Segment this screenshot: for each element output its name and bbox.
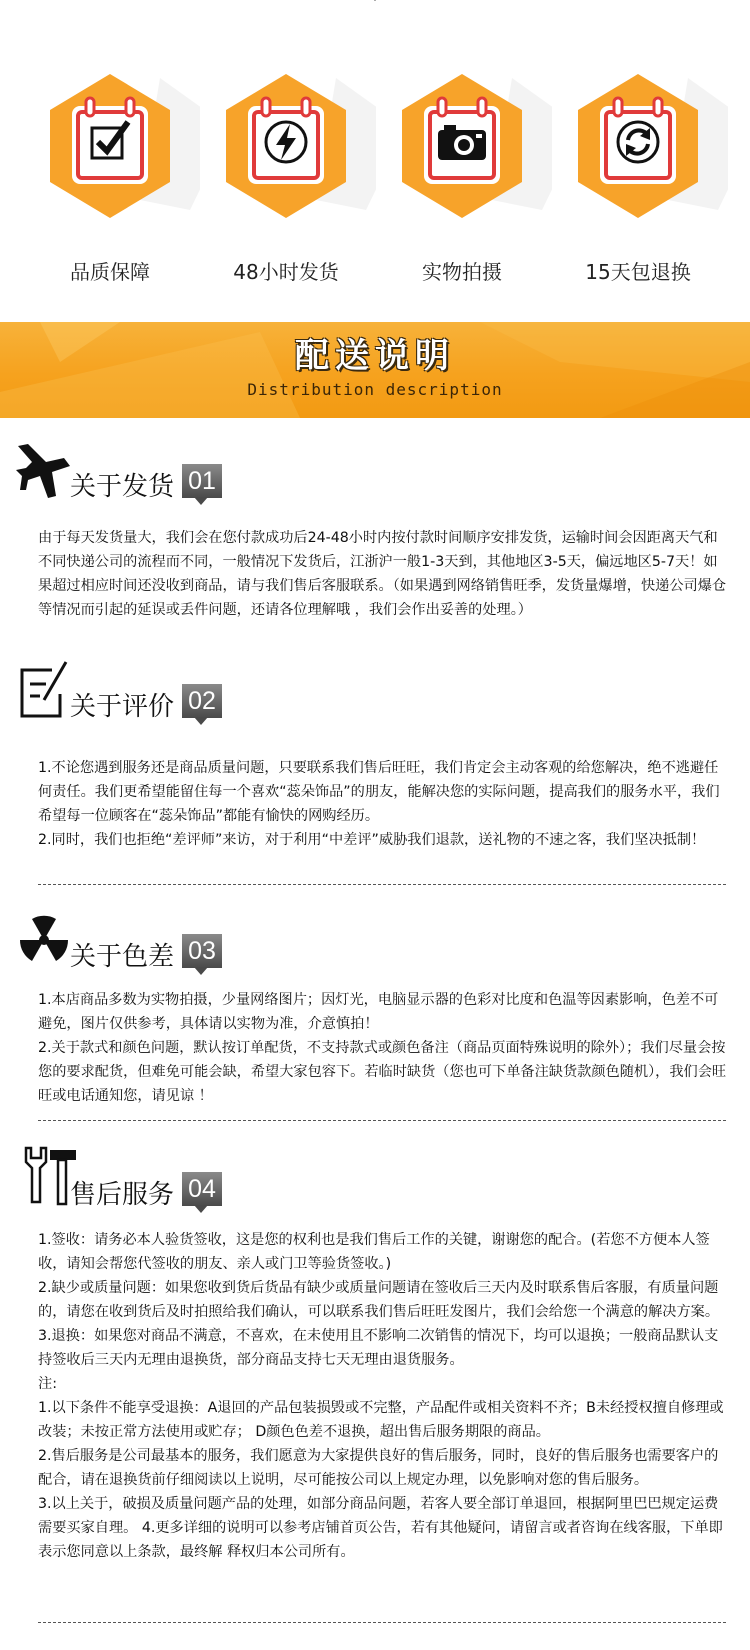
paragraph: 2.售后服务是公司最基本的服务，我们愿意为大家提供良好的售后服务，同时，良好的售后服务也需要客户的配合，请在退换货前仔细阅读以上说明，尽可能按公司以上规定办理，以免影响对您的售后服务。 (38, 1448, 719, 1488)
airplane-icon (16, 440, 72, 502)
dashed-divider (38, 1120, 726, 1121)
section-number-badge (182, 684, 222, 718)
banner-subtitle: Distribution description (247, 380, 503, 399)
section-header (16, 1144, 316, 1214)
dashed-divider (38, 1622, 726, 1623)
section-number-badge (182, 934, 222, 968)
edit-icon (16, 658, 72, 720)
section-title: 关于评价 (70, 692, 175, 722)
camera-icon (436, 122, 488, 162)
feature-real-photos (372, 70, 552, 290)
section-number: 01 (182, 464, 222, 498)
paragraph: 1.签收：请务必本人验货签收，这是您的权利也是我们售后工作的关键，谢谢您的配合。(若您不方便本人签收，请知会帮您代签收的朋友、亲人或门卫等验货签收。) (38, 1232, 710, 1272)
feature-returns (548, 70, 728, 290)
section-title: 关于发货 (70, 472, 175, 502)
paragraph: 3.退换：如果您对商品不满意，不喜欢，在未使用且不影响二次销售的情况下，均可以退换；一般商品默认支持签收后三天内无理由退换货，部分商品支持七天无理由退货服务。 (38, 1328, 719, 1368)
section-header (16, 900, 316, 970)
aperture-icon (14, 910, 74, 970)
dashed-divider (38, 884, 726, 885)
section-body (38, 756, 728, 852)
paragraph: 1.不论您遇到服务还是商品质量问题，只要联系我们售后旺旺，我们肯定会主动客观的给您解决，绝不逃避任何责任。我们更希望能留住每一个喜欢“蕊朵饰品”的朋友，能解决您的实际问题，提高我们的服务水平，我们希望每一位顾客在“蕊朵饰品”都能有愉快的网购经历。 (38, 760, 720, 824)
section-number-badge (182, 1172, 222, 1206)
feature-label: 48小时发货 (233, 260, 339, 284)
section-title: 关于色差 (70, 942, 175, 972)
paragraph: 2.缺少或质量问题：如果您收到货后货品有缺少或质量问题请在签收后三天内及时联系售后客服，有质量问题的，请您在收到货后及时拍照给我们确认，可以联系我们售后旺旺发图片，我们会给您一个满意的解决方案。 (38, 1280, 720, 1320)
section-body (38, 526, 728, 622)
lightning-icon (262, 118, 310, 166)
paragraph: 2.同时，我们也拒绝“差评师”来访，对于利用“中差评”威胁我们退款，送礼物的不速之客，我们坚决抵制！ (38, 832, 706, 848)
checkmark-icon (88, 118, 132, 162)
section-number: 02 (182, 684, 222, 718)
section-body (38, 1228, 728, 1564)
paragraph: 注: (38, 1376, 57, 1392)
paragraph: 1.以下条件不能享受退换：A退回的产品包装损毁或不完整，产品配件或相关资料不齐；B未经授权擅自修理或改装；未按正常方法使用或贮存； D颜色色差不退换，超出售后服务期限的商品。 (38, 1400, 724, 1440)
feature-quality (20, 70, 200, 290)
feature-label: 15天包退换 (585, 260, 691, 284)
section-header (16, 440, 316, 510)
section-header (16, 660, 316, 730)
chevron-down-icon (369, 0, 381, 6)
refresh-icon (614, 118, 662, 166)
banner-title: 配送说明 (295, 336, 455, 376)
section-color-difference (0, 900, 750, 1120)
features-row (0, 70, 750, 290)
section-number-badge (182, 464, 222, 498)
paragraph: 1.本店商品多数为实物拍摄，少量网络图片；因灯光，电脑显示器的色彩对比度和色温等因素影响，色差不可避免，图片仅供参考，具体请以实物为准，介意慎拍！ (38, 992, 719, 1032)
paragraph: 2.关于款式和颜色问题，默认按订单配货，不支持款式或颜色备注（商品页面特殊说明的除外）；我们尽量会按您的要求配货，但难免可能会缺，希望大家包容下。若临时缺货（您也可下单备注缺货款颜色随机），我们会旺旺或电话通知您，请见谅 ！ (38, 1040, 727, 1104)
section-after-sales (0, 1144, 750, 1604)
section-shipping (0, 440, 750, 620)
section-body (38, 988, 728, 1108)
feature-fast-shipping (196, 70, 376, 290)
paragraph: 3.以上关于，破损及质量问题产品的处理，如部分商品问题，若客人要全部订单退回，根据阿里巴巴规定运费 需要买家自理。 4.更多详细的说明可以参考店铺首页公告，若有其他疑问，请留言或者咨询在线客服，下单即表示您同意以上条款，最终解 释权归本公司所有。 (38, 1496, 723, 1560)
paragraph: 由于每天发货量大，我们会在您付款成功后24-48小时内按付款时间顺序安排发货，运输时间会因距离天气和不同快递公司的流程而不同，一般情况下发货后，江浙沪一般1-3天到，其他地区3-5天，偏远地区5-7天！如果超过相应时间还没收到商品，请与我们售后客服联系。（如果遇到网络销售旺季，发货量爆增，快递公司爆仓等情况而引起的延误或丢件问题，还请各位理解哦 ，我们会作出妥善的处理。） (38, 530, 727, 618)
section-number: 03 (182, 934, 222, 968)
distribution-banner (0, 322, 750, 418)
feature-label: 实物拍摄 (422, 260, 502, 284)
section-reviews (0, 660, 750, 890)
feature-label: 品质保障 (70, 260, 150, 284)
section-number: 04 (182, 1172, 222, 1206)
section-title: 售后服务 (70, 1180, 175, 1210)
